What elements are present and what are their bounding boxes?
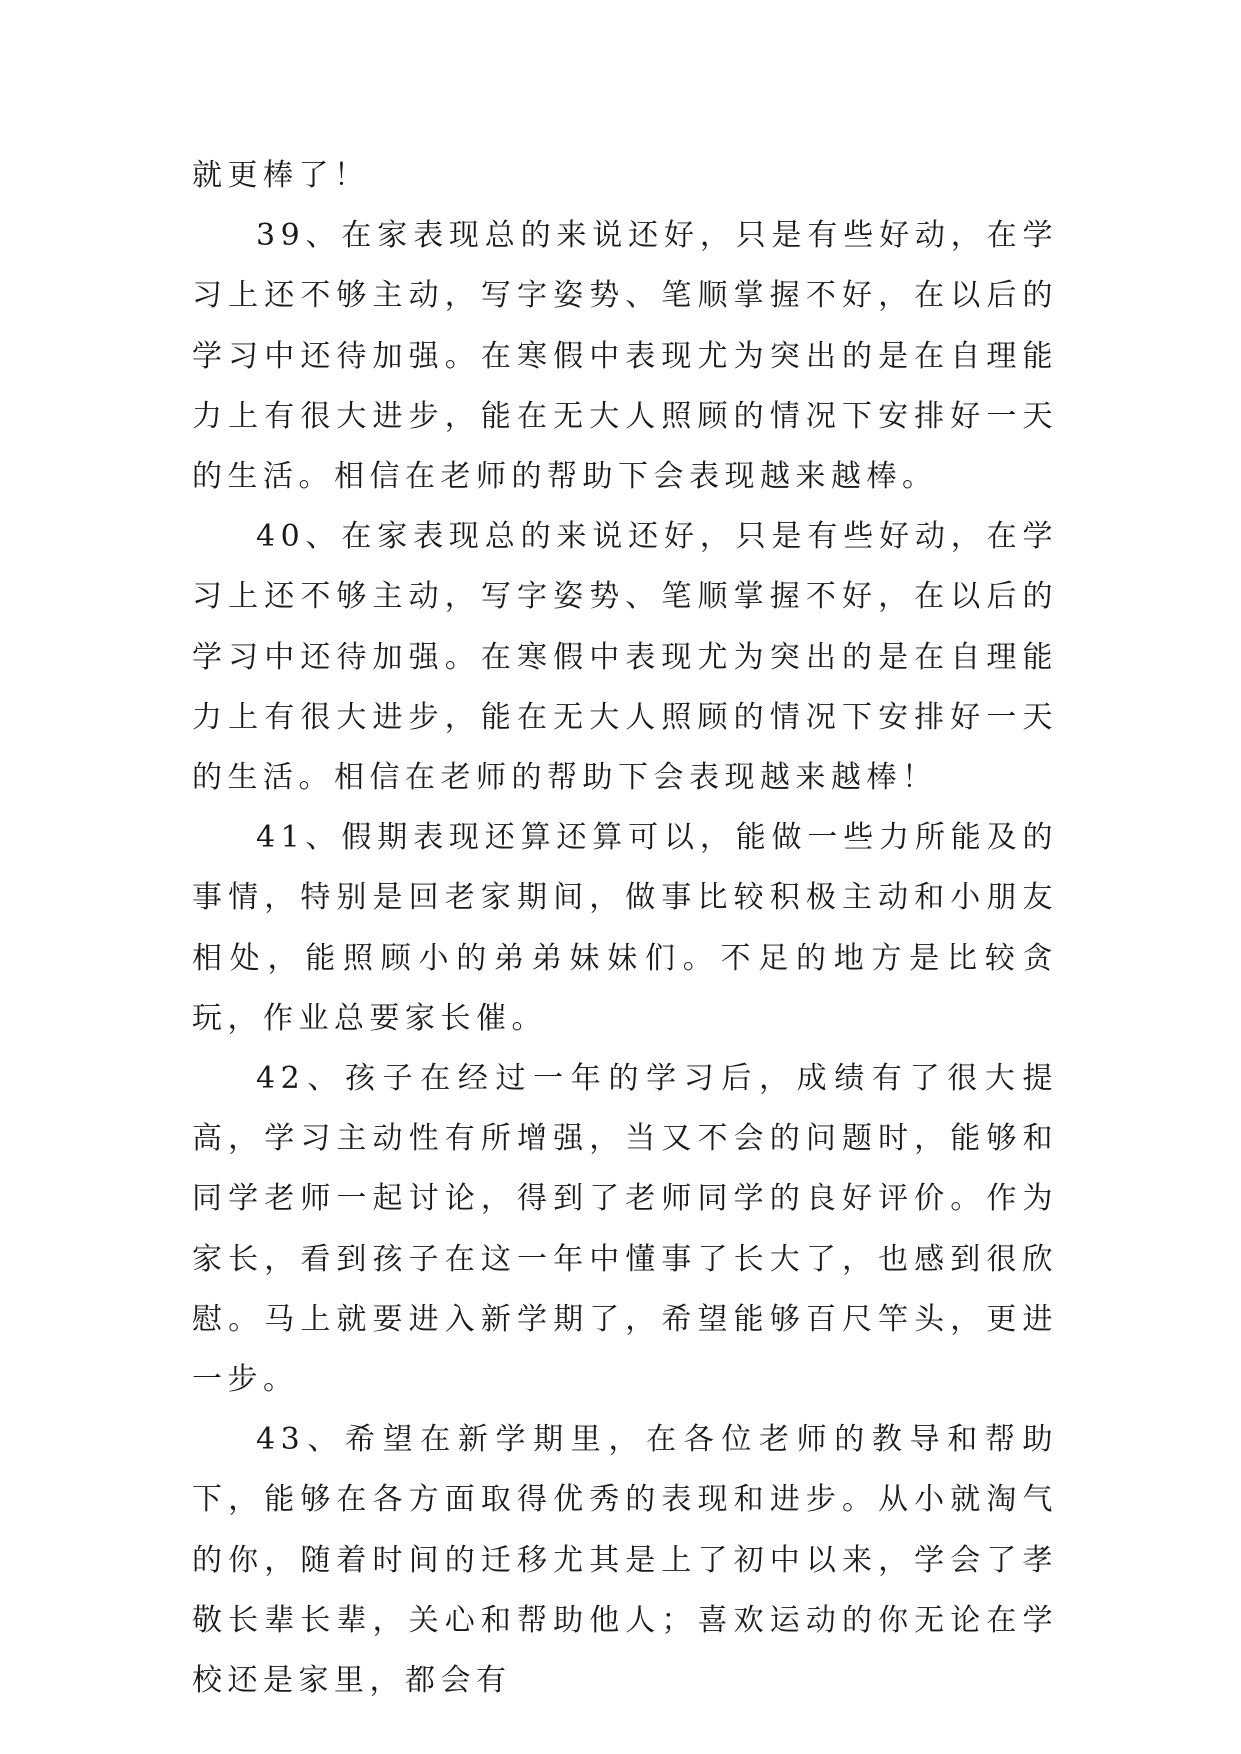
paragraph-42: 42、孩子在经过一年的学习后，成绩有了很大提高，学习主动性有所增强，当又不会的问题时，能够和同学老师一起讨论，得到了老师同学的良好评价。作为家长，看到孩子在这一年中懂事了长大了，也感到很欣慰。马上就要进入新学期了，希望能够百尺竿头，更进一步。 [192, 1061, 1058, 1398]
paragraph-41: 41、假期表现还算还算可以，能做一些力所能及的事情，特别是回老家期间，做事比较积极主动和小朋友相处，能照顾小的弟弟妹妹们。不足的地方是比较贪玩，作业总要家长催。 [192, 820, 1058, 1036]
paragraph-40: 40、在家表现总的来说还好，只是有些好动，在学习上还不够主动，写字姿势、笔顺掌握不好，在以后的学习中还待加强。在寒假中表现尤为突出的是在自理能力上有很大进步，能在无大人照顾的情况下安排好一天的生活。相信在老师的帮助下会表现越来越棒！ [192, 519, 1058, 796]
document-body [192, 146, 1058, 1711]
paragraph-39: 39、在家表现总的来说还好，只是有些好动，在学习上还不够主动，写字姿势、笔顺掌握不好，在以后的学习中还待加强。在寒假中表现尤为突出的是在自理能力上有很大进步，能在无大人照顾的情况下安排好一天的生活。相信在老师的帮助下会表现越来越棒。 [192, 218, 1058, 495]
paragraph-continuation: 就更棒了！ [192, 158, 370, 193]
paragraph-43: 43、希望在新学期里，在各位老师的教导和帮助下，能够在各方面取得优秀的表现和进步。从小就淘气的你，随着时间的迁移尤其是上了初中以来，学会了孝敬长辈长辈，关心和帮助他人；喜欢运动的你无论在学校还是家里，都会有 [192, 1422, 1058, 1699]
